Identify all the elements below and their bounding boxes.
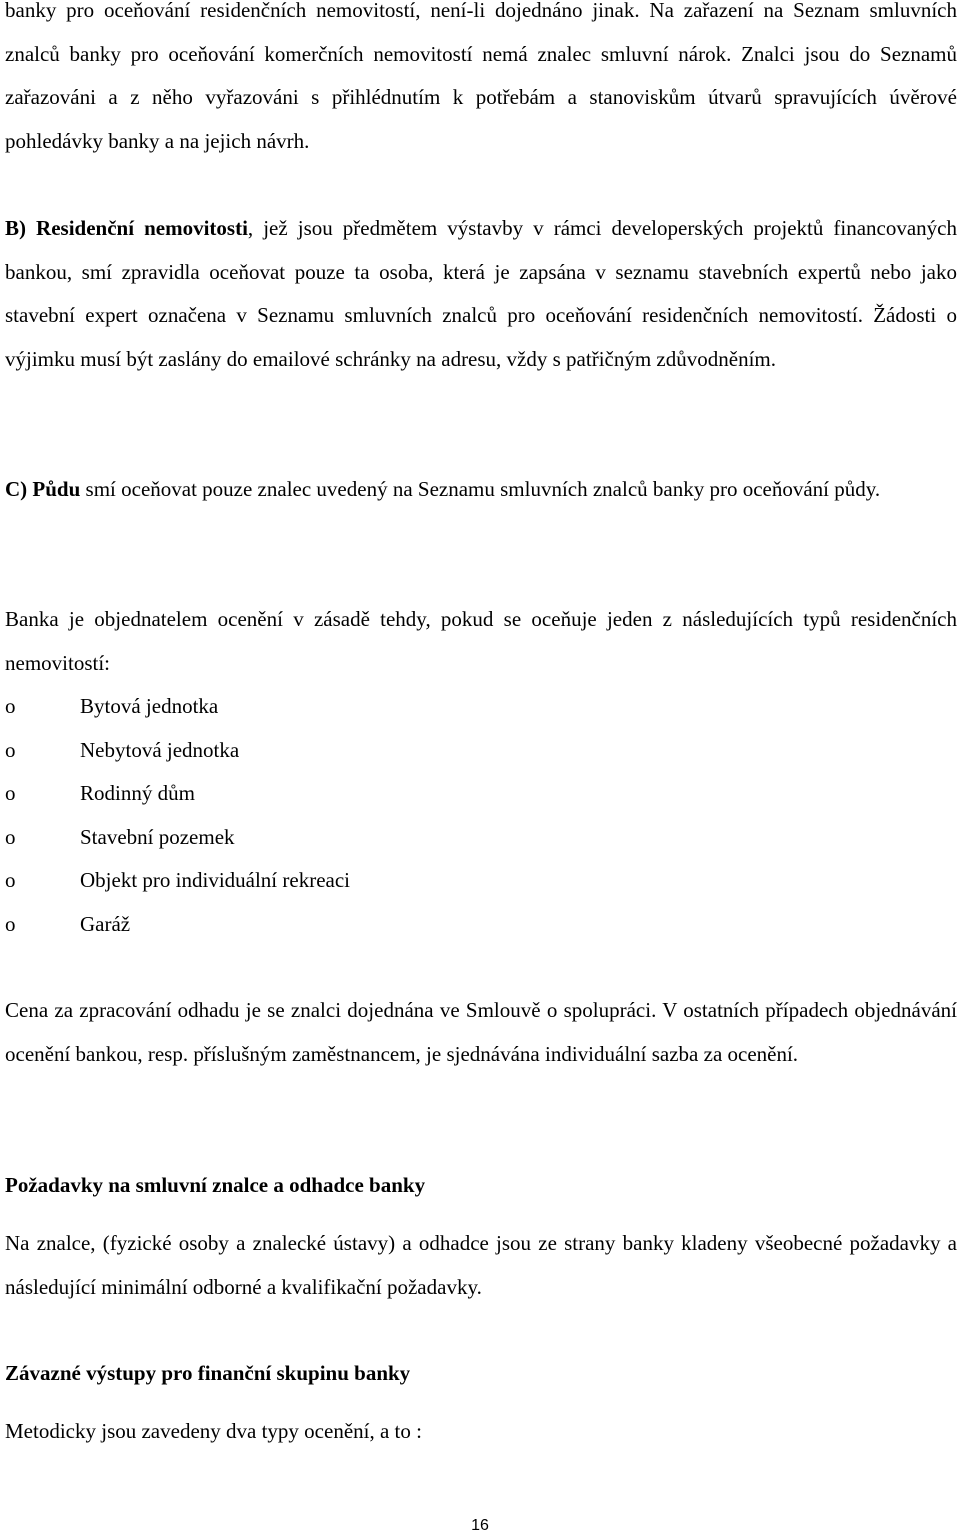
list-item <box>5 685 605 729</box>
paragraph-banka-objednatel <box>5 598 957 685</box>
list-item-label: Nebytová jednotka <box>80 737 240 762</box>
paragraph-text: banky pro oceňování residenčních nemovitostí, není-li dojednáno jinak. Na zařazení na Seznam smluvních znalců banky pro oceňování komerčních nemovitostí nemá znalec smluvní nárok. Znalci jsou do Seznamů zařazováni a z něho vyřazováni s přihlédnutím k potřebám a stanoviskům útvarů spravujících úvěrové pohledávky banky a na jejich návrh. <box>5 0 957 153</box>
paragraph-lead-bold: B) Residenční nemovitosti <box>5 216 248 240</box>
page-number: 16 <box>471 1517 489 1534</box>
paragraph-text: , jež jsou předmětem výstavby v rámci developerských projektů financovaných bankou, smí zpravidla oceňovat pouze ta osoba, která je zapsána v seznamu stavebních expertů nebo jako stavební expert označena v Seznamu smluvních znalců pro oceňování residenčních nemovitostí. Žádosti o výjimku musí být zaslány do emailové schránky na adresu, vždy s patřičným zdůvodněním. <box>5 216 958 371</box>
list-item <box>5 729 605 773</box>
section-heading-zavazne-vystupy: Závazné výstupy pro finanční skupinu banky <box>5 1361 411 1385</box>
bullet-marker: o <box>5 737 16 762</box>
paragraph-seznam-intro <box>5 0 957 163</box>
list-item-label: Garáž <box>80 911 131 936</box>
list-item-label: Rodinný dům <box>80 781 195 806</box>
bullet-marker: o <box>5 694 16 718</box>
paragraph-lead-bold: C) Půdu <box>5 477 81 501</box>
paragraph-text: smí oceňovat pouze znalec uvedený na Seznamu smluvních znalců banky pro oceňování půdy. <box>80 477 881 501</box>
paragraph-text: Na znalce, (fyzické osoby a znalecké ústavy) a odhadce jsou ze strany banky kladeny všeobecné požadavky a následující minimální odborné a kvalifikační požadavky. <box>5 1231 957 1299</box>
list-item <box>5 859 605 903</box>
list-item <box>5 816 605 860</box>
section-heading-pozadavky: Požadavky na smluvní znalce a odhadce banky <box>5 1173 426 1197</box>
paragraph-residencni-nemovitosti <box>5 207 957 381</box>
property-type-list <box>5 685 605 947</box>
paragraph-pudu <box>5 468 957 512</box>
list-item-label: Objekt pro individuální rekreaci <box>80 868 350 893</box>
list-item <box>5 772 605 816</box>
paragraph-text: Banka je objednatelem ocenění v zásadě tehdy, pokud se oceňuje jeden z následujících typů residenčních nemovitostí: <box>5 607 957 675</box>
paragraph-text: Cena za zpracování odhadu je se znalci dojednána ve Smlouvě o spolupráci. V ostatních případech objednávání ocenění bankou, resp. příslušným zaměstnancem, je sjednávána individuální sazba za ocenění. <box>5 998 957 1066</box>
bullet-marker: o <box>5 781 16 806</box>
list-item <box>5 903 605 947</box>
bullet-marker: o <box>5 911 16 936</box>
paragraph-pozadavky-znalce <box>5 1222 957 1309</box>
paragraph-text: Metodicky jsou zavedeny dva typy ocenění, a to : <box>5 1419 422 1443</box>
list-item-label: Stavební pozemek <box>80 824 235 849</box>
bullet-marker: o <box>5 824 16 849</box>
paragraph-cena-odhadu <box>5 989 957 1076</box>
paragraph-metodicky <box>5 1410 957 1454</box>
list-item-label: Bytová jednotka <box>80 694 219 718</box>
bullet-marker: o <box>5 868 16 893</box>
